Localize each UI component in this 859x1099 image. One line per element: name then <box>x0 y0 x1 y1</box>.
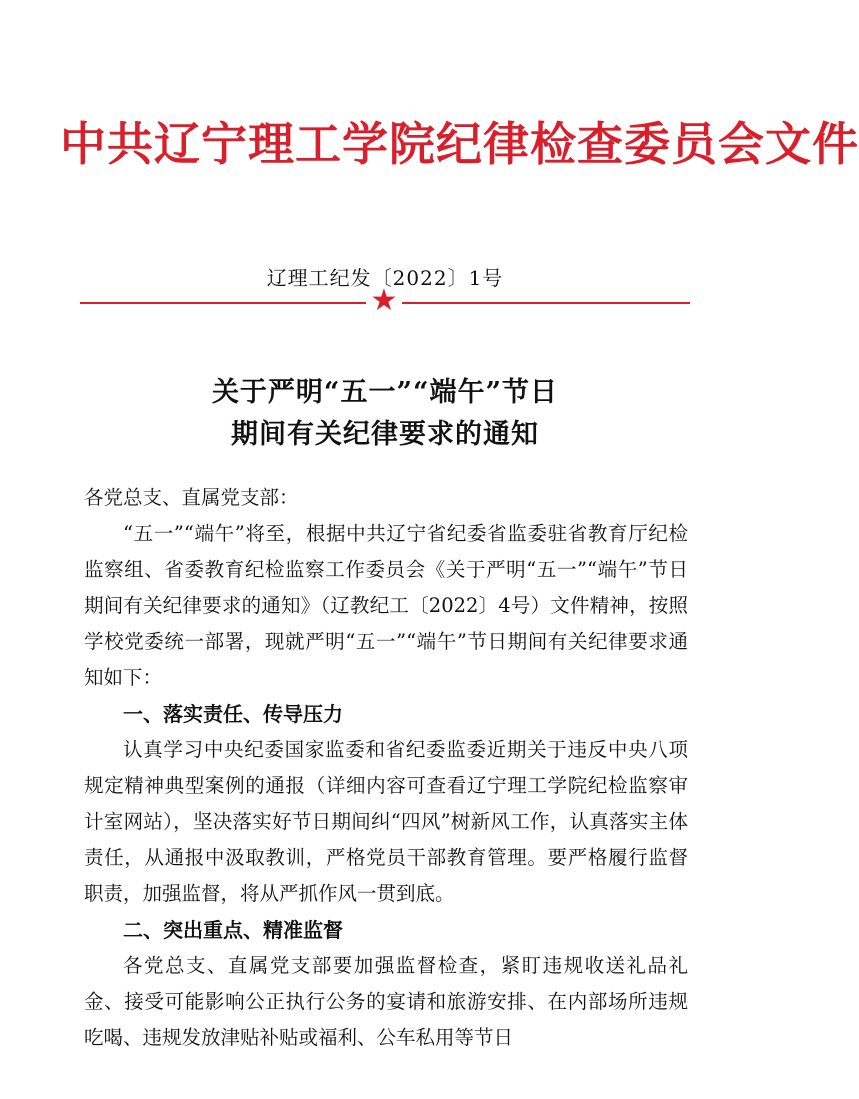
notice-title-line1: 关于严明“五一”“端午”节日 <box>211 377 559 408</box>
document-body <box>84 480 688 1056</box>
red-rule-right <box>402 302 690 304</box>
document-number: 辽理工纪发〔2022〕1号 <box>266 266 504 290</box>
salutation: 各党总支、直属党支部： <box>84 486 299 509</box>
red-rule-left <box>80 302 366 304</box>
section1-paragraph: 认真学习中央纪委国家监委和省纪委监委近期关于违反中央八项规定精神典型案例的通报（详细内容可查看辽宁理工学院纪检监察审计室网站），坚决落实好节日期间纠“四风”树新风工作，认真落实主体责任，从通报中汲取教训，严格党员干部教育管理。要严格履行监督职责，加强监督，将从严抓作风一贯到底。 <box>84 738 688 905</box>
section1-heading: 一、落实责任、传导压力 <box>123 702 343 726</box>
section2-heading: 二、突出重点、精准监督 <box>123 918 343 942</box>
intro-paragraph: “五一”“端午”将至，根据中共辽宁省纪委省监委驻省教育厅纪检监察组、省委教育纪检监察工作委员会《关于严明“五一”“端午”节日期间有关纪律要求的通知》（辽教纪工〔2022〕4号）文件精神，按照学校党委统一部署，现就严明“五一”“端午”节日期间有关纪律要求通知如下： <box>84 522 688 689</box>
section2-paragraph: 各党总支、直属党支部要加强监督检查，紧盯违规收送礼品礼金、接受可能影响公正执行公务的宴请和旅游安排、在内部场所违规吃喝、违规发放津贴补贴或福利、公车私用等节日 <box>84 954 688 1049</box>
notice-title-line2: 期间有关纪律要求的通知 <box>231 419 539 450</box>
red-star-icon: ★ <box>370 283 398 318</box>
document-masthead: 中共辽宁理工学院纪律检查委员会文件 <box>60 117 859 171</box>
